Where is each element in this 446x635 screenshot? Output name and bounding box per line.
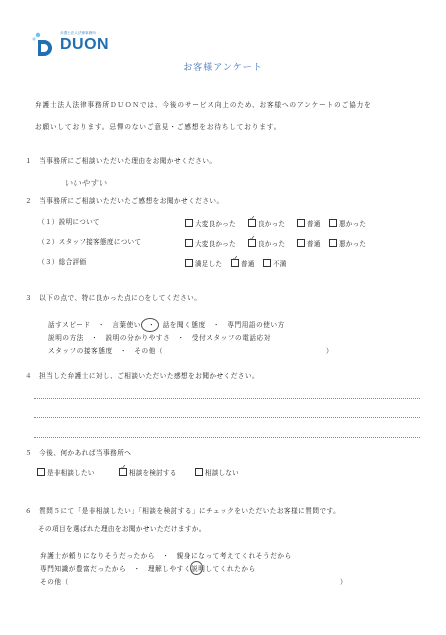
checkbox-checked[interactable] (248, 234, 256, 247)
q6-subtext: その項目を選ばれた理由をお聞かせいただけますか。 (38, 525, 206, 533)
intro-line-2: お願いしております。忌憚のないご意見・ご感想をお待ちしております。 (35, 123, 282, 131)
intro-line-1: 弁護士法人法律事務所ＤＵＯＮでは、今後のサービス向上のため、お客様へのアンケートのご協力を (35, 101, 372, 109)
q5-option-1[interactable]: 是非相談したい (37, 468, 95, 477)
q6-options-line-2: 専門知識が豊富だったから ・ 理解しやすく説明してくれたから (40, 565, 256, 573)
check-mark-icon: ✓ (249, 234, 256, 243)
q3-options-line-2: 説明の方法 ・ 説明の分かりやすさ ・ 受付スタッフの電話応対 (48, 334, 272, 342)
answer-line (34, 437, 420, 438)
q1-handwritten-answer: いいやすい (64, 179, 107, 189)
q3-options-line-1: 話すスピード ・ 言葉使い ・ 話を聞く態度 ・ 専門用語の使い方 (48, 321, 285, 329)
checkbox[interactable] (297, 219, 305, 227)
q2-row-3-option-2[interactable]: ✓ 普通 (232, 254, 255, 268)
q2-row-2-label: （２）スタッフ接客態度について (38, 238, 142, 246)
q2-row-1-option-3[interactable]: 普通 (297, 219, 321, 228)
q2-row-3-option-3[interactable]: 不満 (263, 259, 287, 268)
checkbox-checked[interactable] (119, 463, 127, 476)
checkbox[interactable] (195, 468, 203, 476)
q2-row-1-option-1[interactable]: 大変良かった (185, 219, 236, 228)
question-1: １ 当事務所にご相談いただいた理由をお聞かせください。 (25, 157, 217, 165)
q2-row-2-option-3[interactable]: 普通 (297, 239, 321, 248)
q2-row-2-option-2[interactable]: ✓ 良かった (249, 234, 286, 248)
question-3: ３ 以下の点で、特に良かった点に○をしてください。 (25, 294, 202, 302)
answer-line (34, 398, 420, 399)
q6-options-line-1: 弁護士が頼りになりそうだったから ・ 親身になって考えてくれそうだから (40, 552, 292, 560)
q6-options-line-3: その他（ (40, 578, 69, 586)
checkbox[interactable] (37, 468, 45, 476)
checkbox[interactable] (297, 239, 305, 247)
question-2: ２ 当事務所にご相談いただいたご感想をお聞かせください。 (25, 197, 224, 205)
check-mark-icon: ✓ (232, 254, 239, 263)
q5-option-2[interactable]: ✓ 相談を検討する (120, 463, 177, 477)
check-mark-icon: ✓ (249, 214, 256, 223)
q6-other-close-paren: ） (340, 578, 347, 586)
q2-row-3-label: （３）総合評価 (38, 258, 87, 266)
logo-subtitle: 弁護士法人法律事務所 (60, 31, 96, 35)
q2-row-1-option-2[interactable]: ✓ 良かった (249, 214, 286, 228)
q5-option-3[interactable]: 相談しない (195, 468, 239, 477)
q2-row-2-option-4[interactable]: 悪かった (329, 239, 366, 248)
q3-other-close-paren: ） (326, 347, 333, 355)
answer-circle-mark (141, 318, 159, 332)
q2-row-3-option-1[interactable]: 満足した (185, 259, 222, 268)
checkbox[interactable] (185, 219, 193, 227)
question-6: ６ 質問５にて「是非相談したい」「相談を検討する」にチェックをいただいたお客様に質問です。 (25, 507, 341, 515)
q2-row-2-option-1[interactable]: 大変良かった (185, 239, 236, 248)
checkbox[interactable] (329, 239, 337, 247)
duon-logo-icon (30, 30, 54, 56)
checkbox-checked[interactable] (248, 214, 256, 227)
check-mark-icon: ✓ (120, 463, 127, 472)
question-5: ５ 今後、何かあれば当事務所へ (25, 449, 132, 457)
page-title: お客様アンケート (183, 63, 263, 73)
q2-row-1-option-4[interactable]: 悪かった (329, 219, 366, 228)
answer-line (34, 417, 420, 418)
checkbox-checked[interactable] (231, 254, 239, 267)
checkbox[interactable] (263, 259, 271, 267)
q3-options-line-3: スタッフの接客態度 ・ その他（ (48, 347, 164, 355)
checkbox[interactable] (329, 219, 337, 227)
answer-circle-mark (190, 561, 203, 575)
checkbox[interactable] (185, 259, 193, 267)
q2-row-1-label: （１）説明について (38, 218, 100, 226)
question-4: ４ 担当した弁護士に対し、ご相談いただいた感想をお聞かせください。 (25, 372, 260, 380)
logo-name: DUON (60, 36, 110, 53)
checkbox[interactable] (185, 239, 193, 247)
